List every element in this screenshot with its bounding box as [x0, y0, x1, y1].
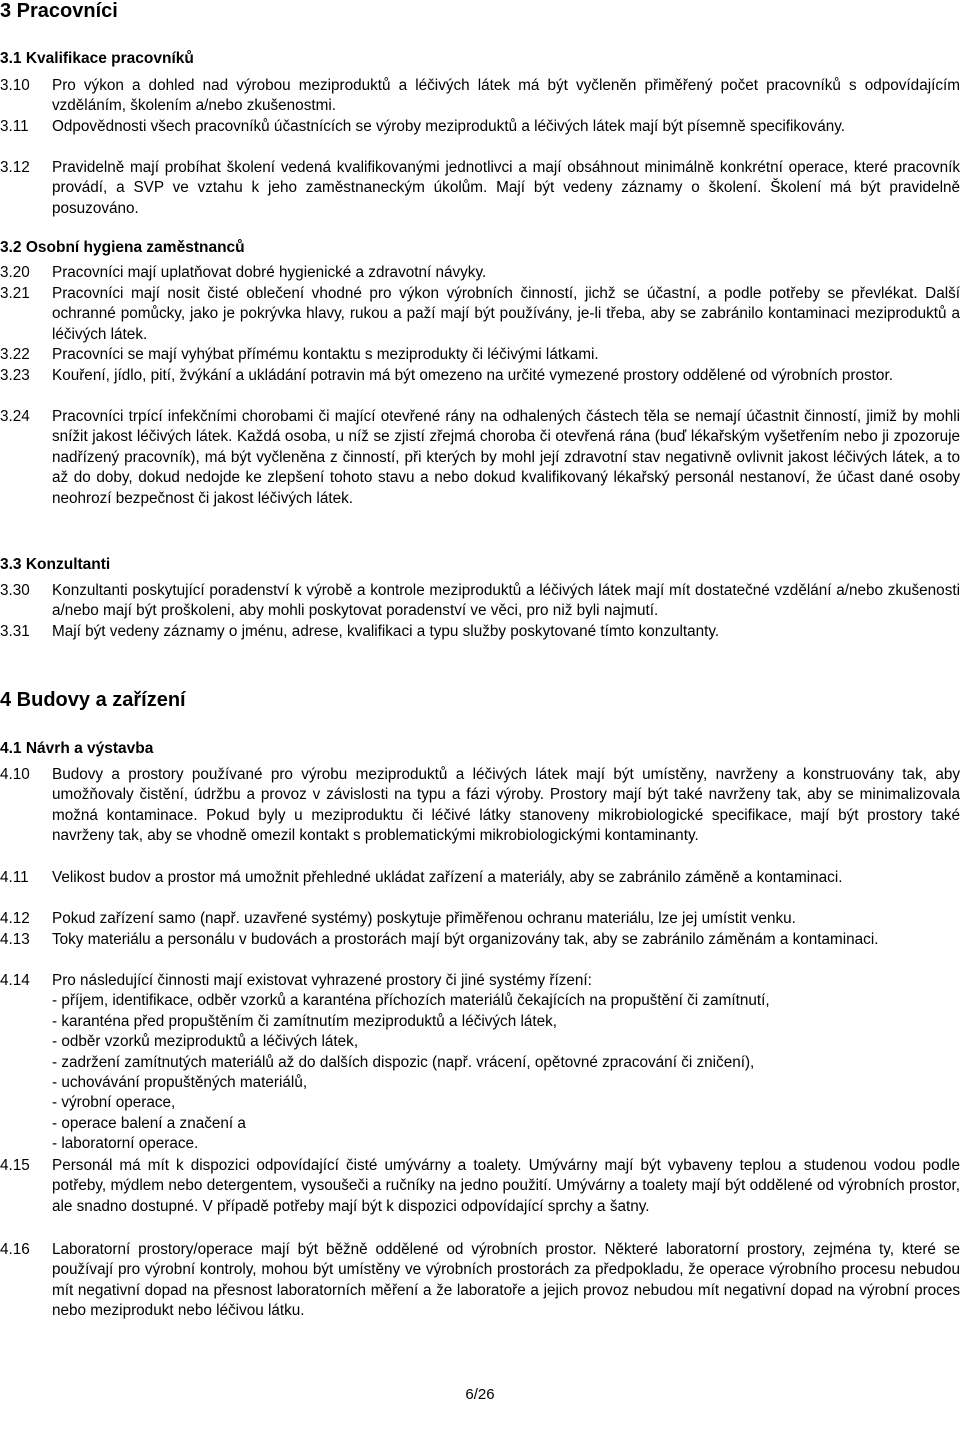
- paragraph-3-11: [0, 117, 960, 137]
- paragraph-text: Toky materiálu a personálu v budovách a prostorách mají být organizovány tak, aby se zabránilo záměnám a kontaminaci.: [52, 931, 879, 948]
- paragraph-text: Pracovníci se mají vyhýbat přímému kontaktu s meziprodukty či léčivými látkami.: [52, 346, 599, 363]
- paragraph-text: Laboratorní prostory/operace mají být běžně oddělené od výrobních prostor. Některé laboratorní prostory, zejména ty, které se používají pro výrobní kontroly, mohou být umístěny ve výrobních prostorách za předpokladu, že operace výrobního procesu nebudou mít negativní dopad na přesnost laboratorních měření a že laboratoře a jejich provoz nebudou mít negativní dopad na výrobní proces nebo meziprodukt nebo léčivou látku.: [52, 1241, 960, 1320]
- paragraph-number: 3.21: [0, 285, 30, 302]
- paragraph-3-31: [0, 622, 960, 642]
- subsection-3-3-heading: 3.3 Konzultanti: [0, 556, 111, 573]
- page-number: 6/26: [465, 1386, 495, 1403]
- subsection-3-1-heading: 3.1 Kvalifikace pracovníků: [0, 50, 194, 67]
- paragraph-text: Konzultanti poskytující poradenství k výrobě a kontrole meziproduktů a léčivých látek mají mít dostatečné vzdělání a/nebo zkušenosti a/nebo mají být proškoleni, aby mohli poskytovat poradenství ve věci, pro niž byli najmutí.: [52, 582, 960, 620]
- paragraph-intro: Pro následující činnosti mají existovat vyhrazené prostory či jiné systémy řízení:: [52, 972, 592, 989]
- paragraph-text: Velikost budov a prostor má umožnit přehledné ukládat zařízení a materiály, aby se zabránilo záměně a kontaminaci.: [52, 869, 843, 886]
- paragraph-number: 4.10: [0, 766, 30, 783]
- list-item: - operace balení a značení a: [52, 1114, 246, 1132]
- paragraph-text: Personál má mít k dispozici odpovídající čisté umývárny a toalety. Umývárny mají být vybaveny teplou a studenou vodou podle potřeby, mýdlem nebo detergentem, vysoušeči a ručníky na jedno použití. Umývárny a toalety mají být oddělené od výrobních prostor, ale snadno dostupné. V případě potřeby mají být k dispozici odpovídající sprchy a šatny.: [52, 1157, 960, 1215]
- paragraph-number: 3.22: [0, 346, 30, 363]
- subsection-3-2-heading: 3.2 Osobní hygiena zaměstnanců: [0, 239, 245, 256]
- paragraph-number: 4.11: [0, 869, 29, 886]
- paragraph-4-12: [0, 909, 960, 929]
- paragraph-number: 4.14: [0, 972, 30, 989]
- paragraph-text: Pracovníci mají nosit čisté oblečení vhodné pro výkon výrobních činností, jichž se účastní, a podle potřeby se převlékat. Další ochranné pomůcky, jako je pokrývka hlavy, rukou a paží mají být používány, je-li třeba, aby se zabránilo kontaminaci meziproduktů a léčivých látek.: [52, 285, 960, 343]
- subsection-4-1-heading: 4.1 Návrh a výstavba: [0, 740, 154, 757]
- list-item: - výrobní operace,: [52, 1094, 176, 1112]
- paragraph-number: 3.12: [0, 159, 30, 176]
- paragraph-3-20: [0, 263, 960, 283]
- paragraph-text: Mají být vedeny záznamy o jménu, adrese, kvalifikaci a typu služby poskytované tímto konzultanty.: [52, 623, 720, 640]
- paragraph-number: 3.24: [0, 408, 30, 425]
- paragraph-number: 3.31: [0, 623, 30, 640]
- paragraph-number: 3.10: [0, 77, 30, 94]
- paragraph-text: Pracovníci mají uplatňovat dobré hygienické a zdravotní návyky.: [52, 264, 487, 281]
- paragraph-3-12: [0, 158, 960, 219]
- section-3-heading: 3 Pracovníci: [0, 0, 118, 22]
- paragraph-4-11: [0, 868, 960, 888]
- paragraph-number: 3.30: [0, 582, 30, 599]
- paragraph-text: Odpovědnosti všech pracovníků účastnících se výroby meziproduktů a léčivých látek mají být písemně specifikovány.: [52, 118, 845, 135]
- paragraph-number: 3.20: [0, 264, 30, 281]
- list-item: - zadržení zamítnutých materiálů až do dalších dispozic (např. vrácení, opětovné zpracování či zničení),: [52, 1053, 755, 1071]
- paragraph-4-15: [0, 1156, 960, 1217]
- paragraph-number: 4.15: [0, 1157, 30, 1174]
- paragraph-3-21: [0, 284, 960, 345]
- paragraph-3-30: [0, 581, 960, 622]
- paragraph-text: Pracovníci trpící infekčními chorobami či mající otevřené rány na odhalených částech těla se nemají účastnit činností, jimiž by mohli snížit jakost léčivých látek. Každá osoba, u níž se zjistí zřejmá choroba či otevřená rána (buď lékařským vyšetřením nebo ji zpozoruje nadřízený pracovník), má být vyčleněna z činností, při kterých by mohl její zdravotní stav negativně ovlivnit jakost léčivých látek, a to až do doby, dokud nedojde ke zlepšení tohoto stavu a nebo dokud kvalifikovaný lékařský personál nestanoví, že účast dané osoby neohrozí bezpečnost či jakost léčivých látek.: [52, 408, 960, 507]
- paragraph-number: 3.23: [0, 367, 30, 384]
- list-item: - příjem, identifikace, odběr vzorků a karanténa příchozích materiálů čekajících na propuštění či zamítnutí,: [52, 992, 770, 1010]
- paragraph-text: Pro výkon a dohled nad výrobou meziproduktů a léčivých látek má být vyčleněn přiměřený počet pracovníků s odpovídajícím vzděláním, školením a/nebo zkušenostmi.: [52, 77, 960, 115]
- paragraph-3-23: [0, 366, 960, 386]
- list-item: - odběr vzorků meziproduktů a léčivých látek,: [52, 1033, 359, 1051]
- paragraph-text: [52, 971, 960, 1155]
- paragraph-4-14: [0, 971, 960, 1155]
- paragraph-3-22: [0, 345, 960, 365]
- paragraph-3-10: [0, 76, 960, 117]
- paragraph-number: 4.13: [0, 931, 30, 948]
- section-4-heading: 4 Budovy a zařízení: [0, 689, 186, 711]
- list-item: - laboratorní operace.: [52, 1135, 199, 1153]
- paragraph-text: Pravidelně mají probíhat školení vedená kvalifikovanými jednotlivci a mají obsáhnout minimálně konkrétní operace, které pracovník provádí, a SVP ve vztahu k jeho zaměstnaneckým úkolům. Mají být vedeny záznamy o školení. Školení má být pravidelně posuzováno.: [52, 159, 960, 217]
- paragraph-text: Budovy a prostory používané pro výrobu meziproduktů a léčivých látek mají být umístěny, navrženy a konstruovány tak, aby umožňovaly čistění, údržbu a provoz v závislosti na typu a fázi výroby. Prostory mají být také navrženy tak, aby se minimalizovala možná kontaminace. Pokud byly u meziproduktu či léčivé látky stanoveny mikrobiologické specifikace, mají být prostory také navrženy tak, aby se vhodně omezil kontakt s problematickými mikrobiologickými kontaminanty.: [52, 766, 960, 845]
- paragraph-number: 4.16: [0, 1241, 30, 1258]
- paragraph-4-10: [0, 765, 960, 847]
- paragraph-4-16: [0, 1240, 960, 1322]
- paragraph-number: 4.12: [0, 910, 30, 927]
- list-item: - karanténa před propuštěním či zamítnutím meziproduktů a léčivých látek,: [52, 1012, 558, 1030]
- paragraph-text: Kouření, jídlo, pití, žvýkání a ukládání potravin má být omezeno na určité vymezené prostory oddělené od výrobních prostor.: [52, 367, 893, 384]
- paragraph-3-24: [0, 407, 960, 509]
- facility-list: [52, 991, 960, 1154]
- paragraph-number: 3.11: [0, 118, 29, 135]
- list-item: - uchovávání propuštěných materiálů,: [52, 1074, 308, 1092]
- paragraph-4-13: [0, 930, 960, 950]
- paragraph-text: Pokud zařízení samo (např. uzavřené systémy) poskytuje přiměřenou ochranu materiálu, lze jej umístit venku.: [52, 910, 796, 927]
